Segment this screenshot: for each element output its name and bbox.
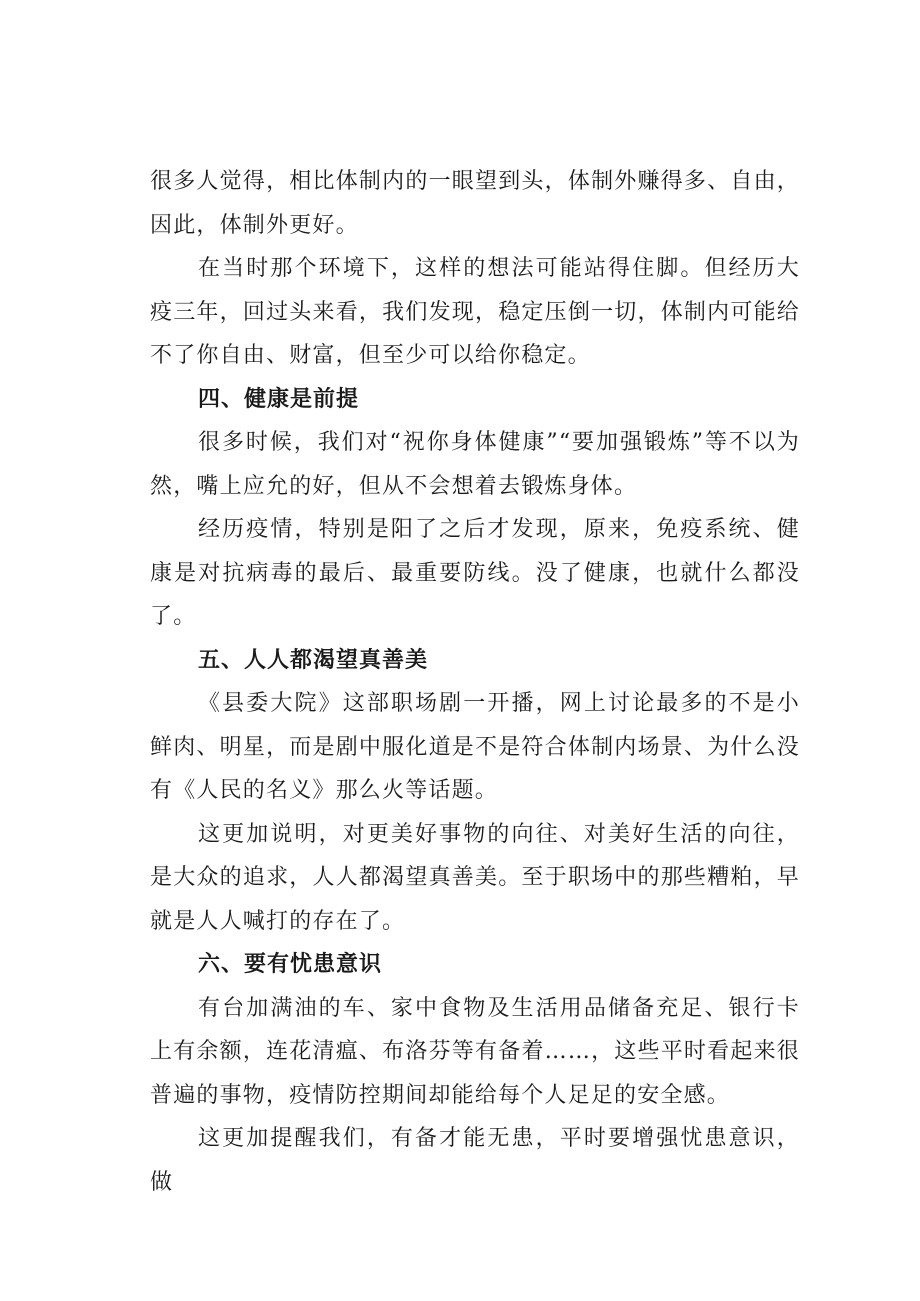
section-heading: 六、要有忧患意识 xyxy=(198,952,383,977)
paragraph: 这更加提醒我们，有备才能无患，平时要增强忧患意识，做 xyxy=(150,1126,800,1195)
paragraph: 在当时那个环境下，这样的想法可能站得住脚。但经历大疫三年，回过头来看，我们发现，稳定压倒一切，体制内可能给不了你自由、财富，但至少可以给你稳定。 xyxy=(150,256,800,368)
paragraph: 《县委大院》这部职场剧一开播，网上讨论最多的不是小鲜肉、明星，而是剧中服化道是不是符合体制内场景、为什么没有《人民的名义》那么火等话题。 xyxy=(150,691,800,803)
paragraph: 很多时候，我们对“祝你身体健康”“要加强锻炼”等不以为然，嘴上应允的好，但从不会想着去锻炼身体。 xyxy=(150,430,800,499)
document-body xyxy=(150,160,800,1204)
paragraph: 很多人觉得，相比体制内的一眼望到头，体制外赚得多、自由，因此，体制外更好。 xyxy=(150,169,800,238)
paragraph: 有台加满油的车、家中食物及生活用品储备充足、银行卡上有余额，连花清瘟、布洛芬等有备着……，这些平时看起来很普遍的事物，疫情防控期间却能给每个人足足的安全感。 xyxy=(150,995,800,1108)
section-heading: 四、健康是前提 xyxy=(198,386,360,412)
section-heading: 五、人人都渴望真善美 xyxy=(198,647,429,673)
paragraph: 经历疫情，特别是阳了之后才发现，原来，免疫系统、健康是对抗病毒的最后、最重要防线。没了健康，也就什么都没了。 xyxy=(150,517,800,629)
paragraph: 这更加说明，对更美好事物的向往、对美好生活的向往，是大众的追求，人人都渴望真善美。至于职场中的那些糟粕，早就是人人喊打的存在了。 xyxy=(150,821,800,934)
